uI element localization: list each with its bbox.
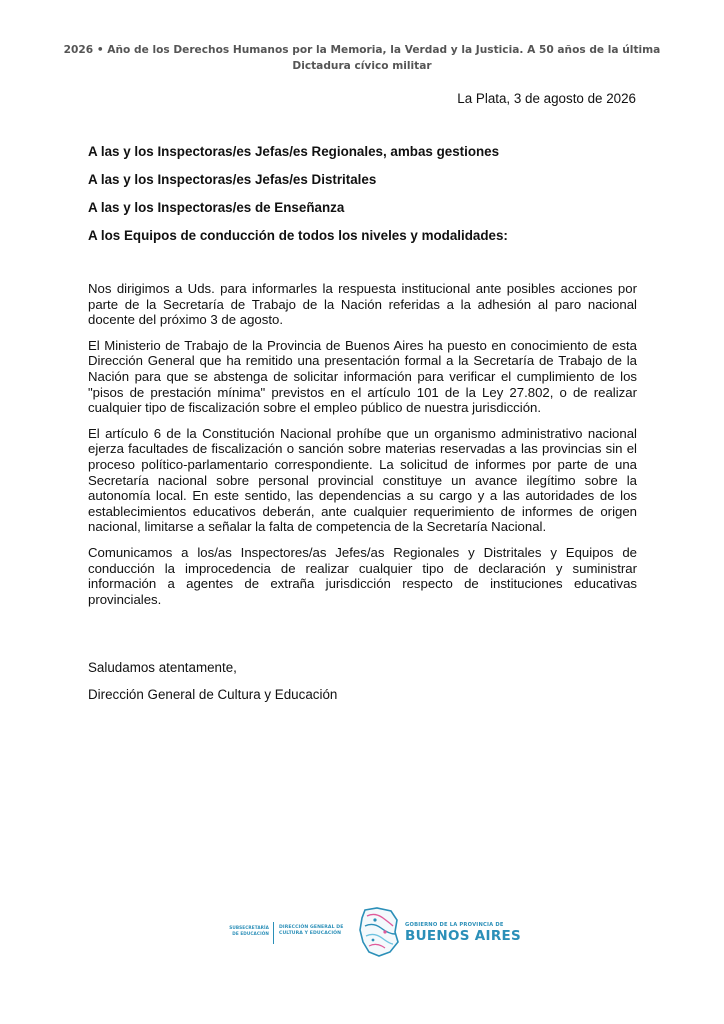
footer-gov-line: GOBIERNO DE LA PROVINCIA DE [405,922,504,928]
date-line: La Plata, 3 de agosto de 2026 [457,91,636,106]
footer-direccion-line-2: CULTURA Y EDUCACIÓN [279,931,342,936]
footer-government [405,922,535,944]
footer-subsecretaria-line-2: DE EDUCACIÓN [232,930,269,936]
header-title-line-2: Dictadura cívico militar [292,60,432,72]
body-paragraph: El Ministerio de Trabajo de la Provincia de Buenos Aires ha puesto en conocimiento de esta Dirección General que ha remitido una presentación formal a la Secretaría de Trabajo de la Nación para que se abstenga de solicitar información para verificar el cumplimiento de los "pisos de prestación mínima" previstos en el artículo 101 de la Ley 27.802, o de realizar cualquier tipo de fiscalización sobre el empleo público de nuestra jurisdicción. [88,337,637,416]
province-map-logo-icon [357,906,401,958]
closing-signature: Dirección General de Cultura y Educación [88,687,338,702]
addressee-line: A las y los Inspectoras/es de Enseñanza [88,200,345,215]
footer-gov-main: BUENOS AIRES [405,928,522,944]
body-paragraph: Nos dirigimos a Uds. para informarles la respuesta institucional ante posibles acciones por parte de la Secretaría de Trabajo de la Nación referidas a la adhesión al paro nacional docente del próximo 3 de agosto. [88,281,637,328]
closing-greeting: Saludamos atentamente, [88,660,237,675]
footer-divider [273,922,274,944]
body-paragraph: El artículo 6 de la Constitución Nacional prohíbe que un organismo administrativo nacional ejerza facultades de fiscalización o sanción sobre materias reservadas a las provincias sin el proceso político-parlamentario correspondiente. La solicitud de informes por parte de una Secretaría nacional sobre personal provincial constituye un avance ilegítimo sobre la autonomía local. En este sentido, las dependencias a su cargo y a las autoridades de los establecimientos educativos deberán, ante cualquier requerimiento de informes de origen nacional, limitarse a señalar la falta de competencia de la Secretaría Nacional. [88,425,637,535]
addressee-line: A los Equipos de conducción de todos los niveles y modalidades: [88,228,508,243]
letter-body [88,281,637,617]
footer-direccion-line-1: DIRECCIÓN GENERAL DE [279,925,344,930]
addressee-line: A las y los Inspectoras/es Jefas/es Regionales, ambas gestiones [88,144,500,159]
header-title [60,42,664,74]
addressee-line: A las y los Inspectoras/es Jefas/es Distritales [88,172,377,187]
addressees-block [88,143,648,255]
footer-subsecretaria [217,925,269,936]
body-paragraph: Comunicamos a los/as Inspectores/as Jefes/as Regionales y Distritales y Equipos de conducción la improcedencia de realizar cualquier tipo de declaración y suministrar información a agentes de extraña jurisdicción respecto de instituciones educativas provinciales. [88,544,637,607]
footer-logos [205,900,535,960]
closing-block [88,659,628,713]
footer-direccion [279,925,359,937]
header-title-line-1: 2026 • Año de los Derechos Humanos por la Memoria, la Verdad y la Justicia. A 50 años de la última [63,44,661,56]
footer-subsecretaria-line-1: SUBSECRETARÍA [229,925,269,930]
